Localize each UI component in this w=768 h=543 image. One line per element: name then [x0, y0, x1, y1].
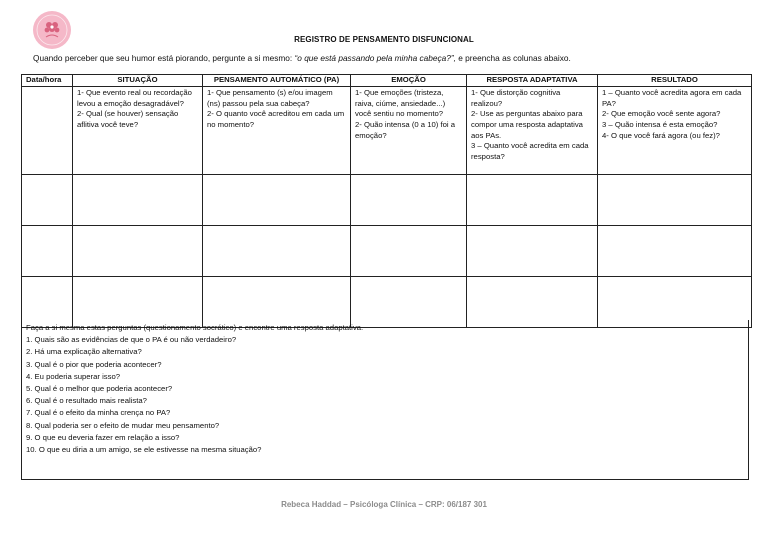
- cell-resultado-guide: [598, 87, 752, 175]
- socratic-question: 8. Qual poderia ser o efeito de mudar meu pensamento?: [26, 420, 220, 430]
- header-resultado: RESULTADO: [598, 75, 752, 87]
- socratic-question: 2. Há uma explicação alternativa?: [26, 347, 142, 357]
- empty-cell[interactable]: [203, 226, 351, 277]
- guide-line: 1- Que emoções (tristeza, raiva, ciúme, ansiedade...) você sentiu no momento?: [355, 88, 446, 119]
- guide-line: 1- Que evento real ou recordação levou a emoção desagradável?: [77, 88, 192, 108]
- empty-cell[interactable]: [22, 175, 73, 226]
- socratic-question: 7. Qual é o efeito da minha crença no PA?: [26, 408, 171, 418]
- instruction-text: [33, 53, 753, 63]
- empty-cell[interactable]: [203, 175, 351, 226]
- socratic-question: 5. Qual é o melhor que poderia acontecer?: [26, 384, 173, 394]
- socratic-question: 4. Eu poderia superar isso?: [26, 371, 121, 381]
- guide-line: 3 – Quão intensa é esta emoção?: [602, 119, 718, 129]
- guide-line: 2- Que emoção você sente agora?: [602, 109, 721, 119]
- instruction-quote: “o que está passando pela minha cabeça?”,: [294, 53, 456, 63]
- flower-logo-icon: [32, 10, 72, 50]
- guide-line: 2- O quanto você acreditou em cada um no momento?: [207, 109, 345, 129]
- guide-line: 1- Que pensamento (s) e/ou imagem (ns) passou pela sua cabeça?: [207, 88, 333, 108]
- instruction-after: e preencha as colunas abaixo.: [455, 53, 571, 63]
- cell-pensamento-guide: [203, 87, 351, 175]
- cell-resposta-guide: [467, 87, 598, 175]
- cell-data-hora[interactable]: [22, 87, 73, 175]
- page-title: REGISTRO DE PENSAMENTO DISFUNCIONAL: [294, 35, 474, 44]
- socratic-question: 10. O que eu diria a um amigo, se ele estivesse na mesma situação?: [26, 445, 262, 455]
- guide-row: [22, 87, 752, 175]
- header-situacao: SITUAÇÃO: [73, 75, 203, 87]
- header-pensamento: PENSAMENTO AUTOMÁTICO (PA): [203, 75, 351, 87]
- header-resposta: RESPOSTA ADAPTATIVA: [467, 75, 598, 87]
- socratic-question: 6. Qual é o resultado mais realista?: [26, 396, 147, 406]
- guide-line: 2- Use as perguntas abaixo para compor uma resposta adaptativa aos PAs.: [471, 109, 583, 140]
- header-emocao: EMOÇÃO: [351, 75, 467, 87]
- socratic-questions-box: [21, 320, 749, 480]
- socratic-question: 9. O que eu deveria fazer em relação a isso?: [26, 432, 180, 442]
- guide-line: 2- Qual (se houver) sensação aflitiva você teve?: [77, 109, 179, 129]
- empty-cell[interactable]: [351, 175, 467, 226]
- socratic-question: 1. Quais são as evidências de que o PA é ou não verdadeiro?: [26, 335, 237, 345]
- guide-line: 2- Quão intensa (0 a 10) foi a emoção?: [355, 119, 455, 140]
- guide-line: 4- O que você fará agora (ou fez)?: [602, 130, 720, 140]
- empty-cell[interactable]: [467, 226, 598, 277]
- empty-cell[interactable]: [598, 226, 752, 277]
- record-table: [21, 74, 752, 328]
- empty-cell[interactable]: [73, 175, 203, 226]
- footer-credit: Rebeca Haddad – Psicóloga Clínica – CRP: 06/187 301: [281, 500, 487, 509]
- instruction-before: Quando perceber que seu humor está piorando, pergunte a si mesmo:: [33, 53, 295, 63]
- empty-cell[interactable]: [22, 226, 73, 277]
- guide-line: 1- Que distorção cognitiva realizou?: [471, 88, 561, 108]
- guide-line: 1 – Quanto você acredita agora em cada PA?: [602, 88, 742, 108]
- cell-emocao-guide: [351, 87, 467, 175]
- socratic-intro: Faça a si mesma estas perguntas (questionamento socrático) e encontre uma resposta adaptativa.: [26, 323, 364, 332]
- empty-cell[interactable]: [598, 175, 752, 226]
- empty-cell[interactable]: [467, 175, 598, 226]
- guide-line: 3 – Quanto você acredita em cada resposta?: [471, 141, 589, 161]
- empty-cell[interactable]: [73, 226, 203, 277]
- table-header-row: [22, 75, 752, 87]
- table-row: [22, 175, 752, 226]
- table-row: [22, 226, 752, 277]
- socratic-question: 3. Qual é o pior que poderia acontecer?: [26, 359, 162, 369]
- header-data-hora: Data/hora: [22, 75, 73, 87]
- empty-cell[interactable]: [351, 226, 467, 277]
- cell-situacao-guide: [73, 87, 203, 175]
